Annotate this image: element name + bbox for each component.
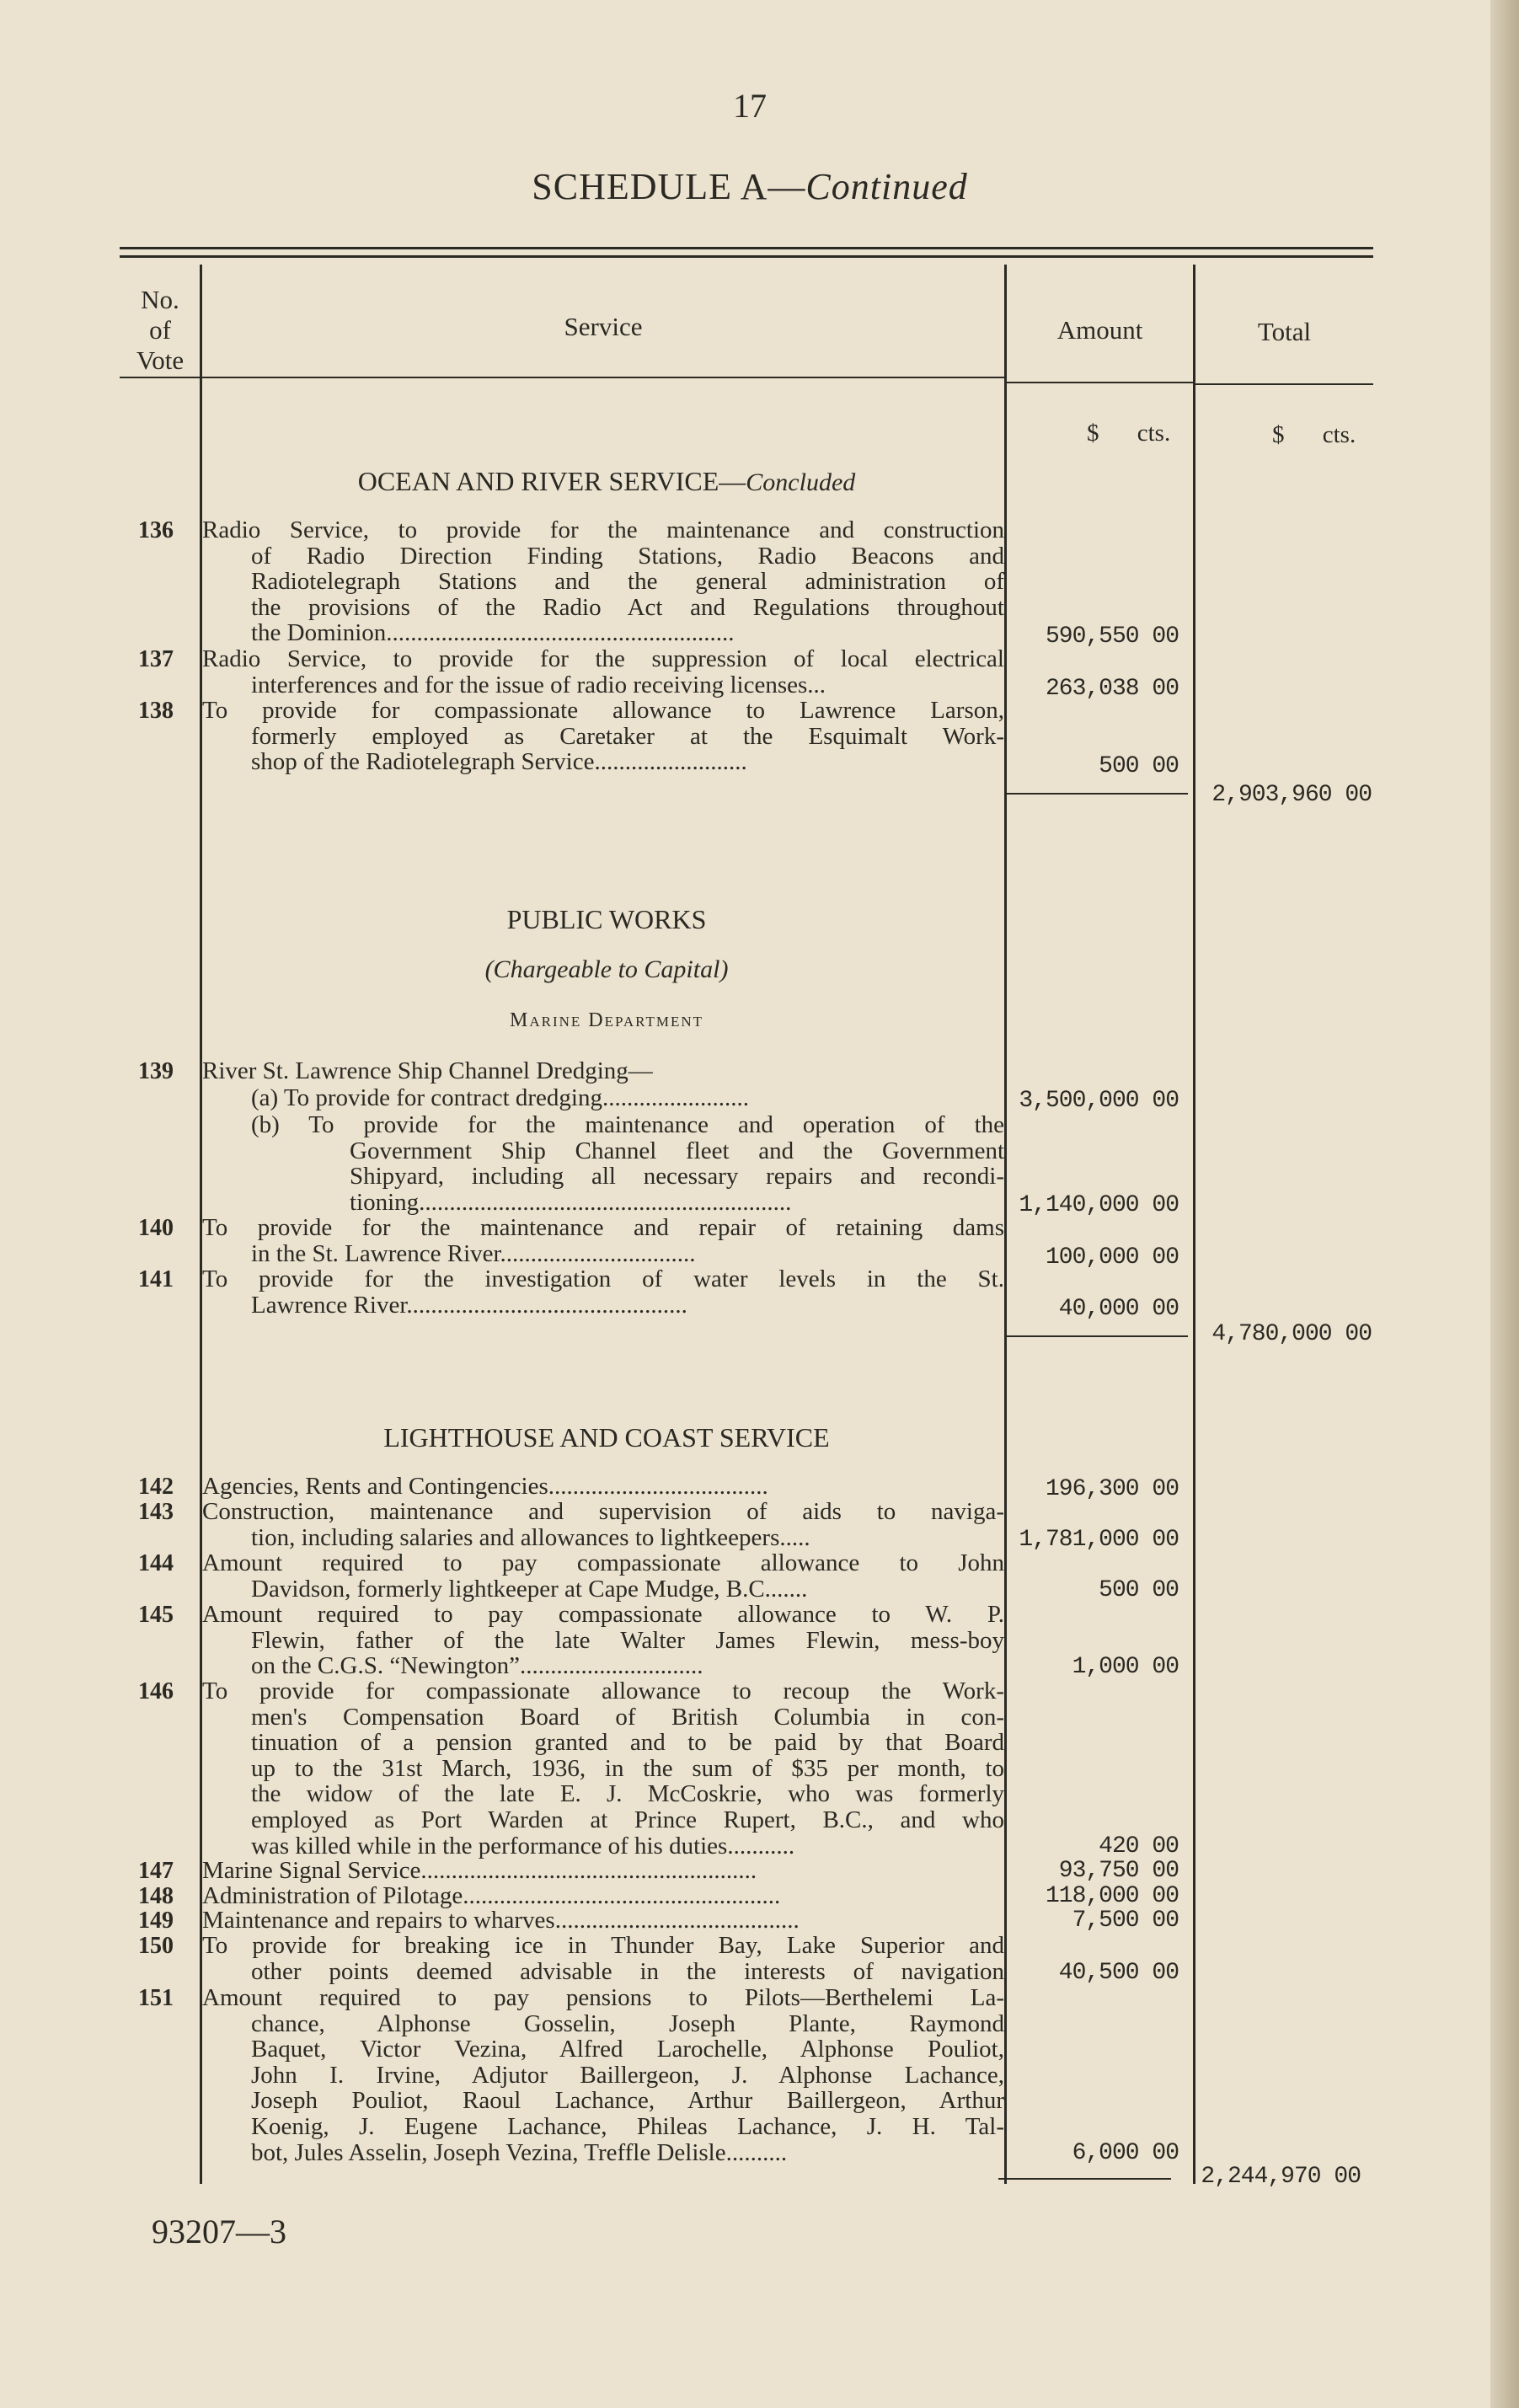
vote-number: 142 (138, 1474, 174, 1500)
footer-code: 93207—3 (152, 2213, 286, 2250)
amount-value: 500 00 (1099, 1577, 1179, 1603)
header-rule-total (1193, 383, 1373, 385)
amount-value: 40,000 00 (1058, 1296, 1179, 1322)
section-heading-public-works: PUBLIC WORKS (506, 904, 707, 934)
section-subheading: (Chargeable to Capital) (484, 955, 729, 983)
service-description: To provide for compassionate allowance to recoup the Work- men's Compensation Board of British Columbia in con- tinuation of a pension granted and to be paid by that Board up to the 31st March, 1936, in the sum of $35 per month, to the widow of the late E. J. McCoskrie, who was formerly employed as Port Warden at Prince Rupert, B.C., and who was killed while in the performance of his duties........... (202, 1678, 1004, 1860)
vote-number: 139 (138, 1058, 174, 1084)
amount-value: 1,000 00 (1072, 1654, 1179, 1680)
service-description: To provide for breaking ice in Thunder Bay, Lake Superior and other points deemed advisable in the interests of navigation (202, 1933, 1004, 1985)
vote-number: 145 (138, 1602, 174, 1628)
vote-number: 143 (138, 1499, 174, 1525)
vote-number: 137 (138, 646, 174, 672)
section-heading-ocean-river: OCEAN AND RIVER SERVICE—Concluded (357, 466, 856, 496)
service-description: River St. Lawrence Ship Channel Dredging— (202, 1058, 653, 1084)
subtotal-rule (998, 2178, 1171, 2180)
service-description: (b) To provide for the maintenance and operation of the Government Ship Channel fleet and the Government Shipyard, including all necessary repairs and recondi- tioning............................................................. (251, 1112, 1004, 1216)
page-title-italic: Continued (805, 166, 968, 207)
vote-number: 138 (138, 698, 174, 724)
vote-number: 147 (138, 1858, 174, 1884)
amount-currency-label: $ cts. (1087, 420, 1171, 447)
vote-number: 146 (138, 1678, 174, 1704)
service-description: To provide for the investigation of water levels in the St. Lawrence River.............................................. (202, 1266, 1004, 1319)
service-description: Amount required to pay pensions to Pilots—Berthelemi La- chance, Alphonse Gosselin, Joseph Plante, Raymond Baquet, Victor Vezina, Alfred Larochelle, Alphonse Pouliot, John I. Irvine, Adjutor Baillergeon, J. Alphonse Lachance, Joseph Pouliot, Raoul Lachance, Arthur Baillergeon, Arthur Koenig, J. Eugene Lachance, Phileas Lachance, J. H. Tal- bot, Jules Asselin, Joseph Vezina, Treffle Delisle.......... (202, 1985, 1004, 2166)
amount-value: 7,500 00 (1072, 1908, 1179, 1934)
header-total: Total (1257, 317, 1312, 346)
vote-number: 148 (138, 1883, 174, 1909)
header-vote-line3: Vote (136, 345, 185, 375)
service-description: To provide for the maintenance and repair of retaining dams in the St. Lawrence River................................ (202, 1215, 1004, 1267)
section-total: 4,780,000 00 (1211, 1321, 1372, 1347)
amount-value: 420 00 (1099, 1833, 1179, 1860)
subtotal-rule (1007, 1335, 1188, 1337)
amount-value: 196,300 00 (1045, 1476, 1179, 1502)
service-description: Marine Signal Service....................................................... (202, 1858, 757, 1884)
header-rule-amount (1004, 382, 1193, 383)
table-top-rule-double (120, 255, 1373, 258)
page-edge (1490, 0, 1519, 2408)
amount-value: 6,000 00 (1072, 2140, 1179, 2166)
service-description: (a) To provide for contract dredging........................ (251, 1085, 749, 1111)
amount-value: 3,500,000 00 (1019, 1088, 1179, 1114)
header-amount: Amount (1056, 315, 1143, 345)
service-description: Administration of Pilotage.................................................... (202, 1883, 781, 1909)
vote-number: 149 (138, 1908, 174, 1934)
vote-number: 136 (138, 517, 174, 543)
amount-value: 590,550 00 (1045, 623, 1179, 650)
subtotal-rule (1007, 793, 1188, 795)
service-description: Amount required to pay compassionate allowance to W. P. Flewin, father of the late Walter James Flewin, mess-boy on the C.G.S. “Newington”.............................. (202, 1602, 1004, 1679)
section-total: 2,244,970 00 (1201, 2164, 1361, 2190)
vote-number: 144 (138, 1550, 174, 1576)
amount-value: 1,140,000 00 (1019, 1192, 1179, 1218)
table-top-rule (120, 247, 1373, 249)
header-vote-line2: of (149, 315, 171, 345)
vote-number: 141 (138, 1266, 174, 1292)
service-description: Maintenance and repairs to wharves........................................ (202, 1908, 800, 1934)
header-vote-line1: No. (141, 285, 179, 314)
service-description: To provide for compassionate allowance to Lawrence Larson, formerly employed as Caretaker at the Esquimalt Work- shop of the Radiotelegraph Service......................... (202, 698, 1004, 775)
service-description: Amount required to pay compassionate allowance to John Davidson, formerly lightkeeper at Cape Mudge, B.C....... (202, 1550, 1004, 1603)
amount-value: 93,750 00 (1058, 1858, 1179, 1884)
service-description: Radio Service, to provide for the maintenance and construction of Radio Direction Finding Stations, Radio Beacons and Radiotelegraph Stations and the general administration of the provisions of the Radio Act and Regulations throughout the Dominion......................................................... (202, 517, 1004, 646)
amount-value: 40,500 00 (1058, 1960, 1179, 1986)
service-description: Radio Service, to provide for the suppression of local electrical interferences and for the issue of radio receiving licenses... (202, 646, 1004, 698)
service-description: Construction, maintenance and supervision of aids to naviga- tion, including salaries and allowances to lightkeepers..... (202, 1499, 1004, 1551)
vote-number: 150 (138, 1933, 174, 1959)
amount-value: 1,781,000 00 (1019, 1527, 1179, 1553)
department-heading: Marine Department (509, 1009, 704, 1031)
header-vote (122, 285, 198, 376)
amount-value: 500 00 (1099, 753, 1179, 779)
vote-number: 140 (138, 1215, 174, 1241)
page-title (0, 165, 1500, 208)
section-heading-lighthouse: LIGHTHOUSE AND COAST SERVICE (383, 1422, 830, 1453)
page-number: 17 (733, 87, 767, 125)
service-description: Agencies, Rents and Contingencies.................................... (202, 1474, 768, 1500)
section-total: 2,903,960 00 (1211, 782, 1372, 808)
amount-value: 100,000 00 (1045, 1244, 1179, 1271)
total-currency-label: $ cts. (1272, 421, 1356, 448)
header-rule-service (120, 377, 1004, 378)
amount-value: 118,000 00 (1045, 1883, 1179, 1909)
column-divider-amount (1193, 265, 1195, 2184)
page-title-main: SCHEDULE A— (532, 166, 806, 207)
header-service: Service (564, 312, 643, 341)
amount-value: 263,038 00 (1045, 676, 1179, 702)
vote-number: 151 (138, 1985, 174, 2011)
